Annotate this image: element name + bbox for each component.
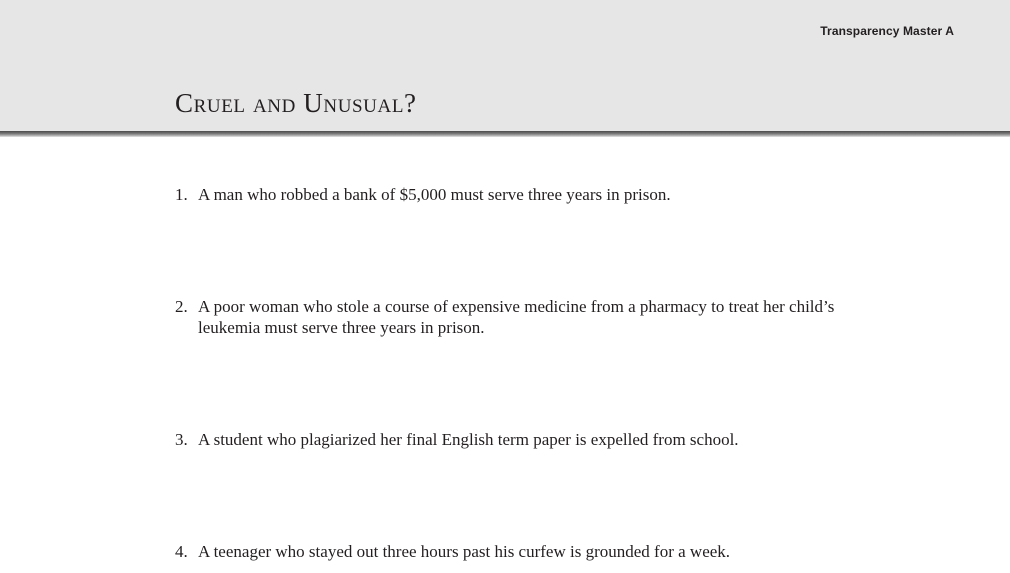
item-text: A teenager who stayed out three hours past his curfew is grounded for a week. [198, 542, 731, 561]
item-number: 3. [175, 430, 188, 449]
header-divider [0, 131, 1010, 137]
list-item [175, 429, 855, 450]
list-item [175, 541, 855, 562]
list-item [175, 184, 855, 205]
list-item [175, 296, 855, 338]
transparency-label: Transparency Master A [820, 24, 954, 38]
page-title: Cruel and Unusual? [175, 88, 417, 118]
item-text: A man who robbed a bank of $5,000 must serve three years in prison. [198, 185, 671, 204]
header-band [0, 0, 1010, 131]
item-number: 1. [175, 185, 188, 204]
item-text: A poor woman who stole a course of expensive medicine from a pharmacy to treat her child’s leukemia must serve three years in prison. [198, 297, 835, 337]
item-number: 2. [175, 297, 188, 316]
item-text: A student who plagiarized her final English term paper is expelled from school. [198, 430, 739, 449]
item-number: 4. [175, 542, 188, 561]
